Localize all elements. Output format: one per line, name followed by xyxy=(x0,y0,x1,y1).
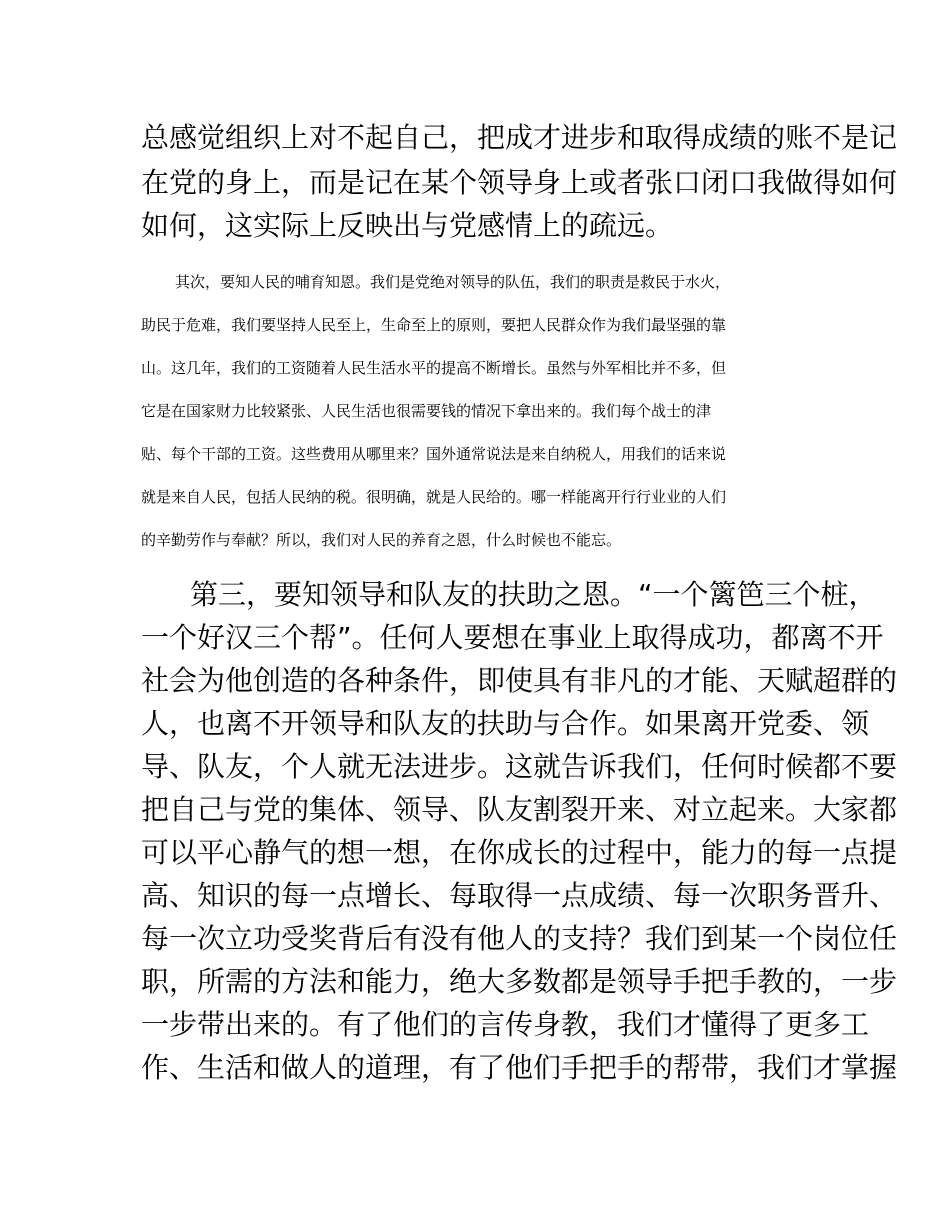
text-line: 在党的身上，而是记在某个领导身上或者张口闭口我做得如何 xyxy=(141,166,898,199)
text-line: 作、生活和做人的道理，有了他们手把手的帮带，我们才掌握 xyxy=(141,1051,898,1084)
text-line: 山。这几年，我们的工资随着人民生活水平的提高不断增长。虽然与外军相比并不多，但 xyxy=(141,359,727,377)
text-line: 一个好汉三个帮”。任何人要想在事业上取得成功，都离不开 xyxy=(141,621,884,654)
text-line: 一步带出来的。有了他们的言传身教，我们才懂得了更多工 xyxy=(141,1008,870,1041)
text-line: 它是在国家财力比较紧张、人民生活也很需要钱的情况下拿出来的。我们每个战士的津 xyxy=(141,402,712,420)
text-line: 就是来自人民，包括人民纳的税。很明确，就是人民给的。哪一样能离开行行业业的人们 xyxy=(141,488,727,506)
text-line: 把自己与党的集体、领导、队友割裂开来、对立起来。大家都 xyxy=(141,793,898,826)
text-line: 导、队友，个人就无法进步。这就告诉我们，任何时候都不要 xyxy=(141,750,898,783)
text-line: 社会为他创造的各种条件，即使具有非凡的才能、天赋超群的 xyxy=(141,664,898,697)
text-line: 人，也离不开领导和队友的扶助与合作。如果离开党委、领 xyxy=(141,707,870,740)
text-line: 如何，这实际上反映出与党感情上的疏远。 xyxy=(141,209,674,242)
text-line: 总感觉组织上对不起自己，把成才进步和取得成绩的账不是记 xyxy=(141,121,898,154)
text-line: 可以平心静气的想一想，在你成长的过程中，能力的每一点提 xyxy=(141,836,898,869)
text-line: 每一次立功受奖背后有没有他人的支持？我们到某一个岗位任 xyxy=(141,922,898,955)
text-line: 高、知识的每一点增长、每取得一点成绩、每一次职务晋升、 xyxy=(141,879,898,912)
text-line: 职，所需的方法和能力，绝大多数都是领导手把手教的，一步 xyxy=(141,965,898,998)
text-line: 其次，要知人民的哺育知恩。我们是党绝对领导的队伍，我们的职责是救民于水火， xyxy=(175,273,731,291)
text-line: 第三，要知领导和队友的扶助之恩。“一个篱笆三个桩， xyxy=(190,578,877,611)
text-line: 的辛勤劳作与奉献？所以，我们对人民的养育之恩，什么时候也不能忘。 xyxy=(141,531,622,549)
text-line: 贴、每个干部的工资。这些费用从哪里来？国外通常说法是来自纳税人，用我们的话来说 xyxy=(141,445,727,463)
text-line: 助民于危难，我们要坚持人民至上，生命至上的原则，要把人民群众作为我们最坚强的靠 xyxy=(141,316,727,334)
